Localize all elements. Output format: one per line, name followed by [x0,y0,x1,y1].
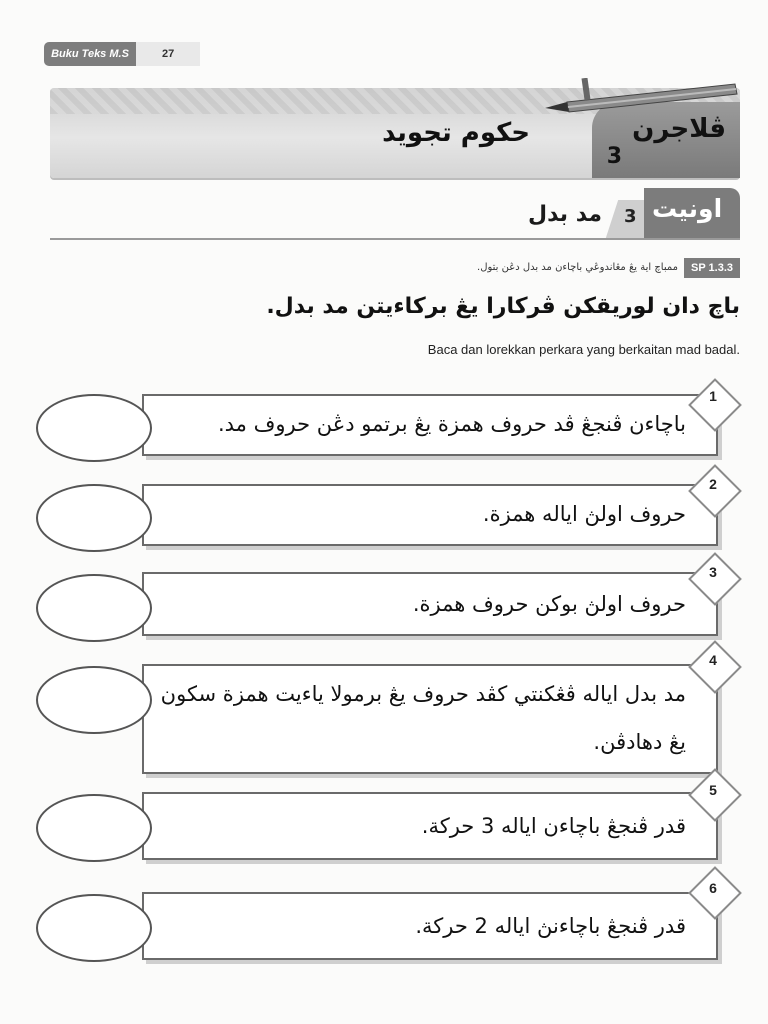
pencil-icon [545,78,740,118]
book-label: Buku Teks M.S [44,42,136,66]
answer-oval[interactable] [36,666,152,734]
page-number: 27 [162,48,175,60]
statement-text: قدر ڤنجڠ باچاءن اياله 3 حرکة. [421,814,686,838]
statement-text-line2: يڠ دهادڤن. [593,730,686,754]
standard-text: ممباچ اية يڠ مڠاندوڠي باچاءن مد بدل دڠن بتول. [477,262,678,273]
statement-card [142,892,718,960]
answer-oval[interactable] [36,794,152,862]
answer-oval[interactable] [36,894,152,962]
instruction-jawi: باچ دان لوريقکن ڤرکارا يڠ برکاءيتن مد بدل. [266,294,740,319]
standard-code-badge: SP 1.3.3 [684,258,740,278]
statement-text: حروف اولڽ اياله همزة. [482,502,686,526]
statement-card [142,484,718,546]
item-number: 3 [709,564,717,580]
statement-card [142,572,718,636]
statement-card [142,792,718,860]
statement-card [142,394,718,456]
unit-title: مد بدل [528,202,603,227]
statement-text: حروف اولڽ بوکن حروف همزة. [412,592,686,616]
book-page-tag [44,42,200,66]
unit-divider [50,238,740,240]
item-number: 2 [709,476,717,492]
item-number: 1 [709,388,717,404]
item-number: 5 [709,782,717,798]
item-number: 6 [709,880,717,896]
instruction-rumi: Baca dan lorekkan perkara yang berkaitan mad badal. [427,342,740,357]
statement-text: باچاءن ڤنجڠ ڤد حروف همزة يڠ برتمو دڠن حروف مد. [217,412,686,436]
unit-number: 3 [624,206,637,227]
answer-oval[interactable] [36,574,152,642]
chapter-title: حکوم تجويد [382,118,530,148]
statement-text: مد بدل اياله ڤڠکنتي کڤد حروف يڠ برمولا ياءيت همزة سکون [160,682,686,706]
chapter-number: 3 [606,144,622,169]
answer-oval[interactable] [36,484,152,552]
chapter-word: ڤلاجرن [632,114,726,144]
statement-text: قدر ڤنجڠ باچاءنڽ اياله 2 حرکة. [415,914,686,938]
answer-oval[interactable] [36,394,152,462]
item-number: 4 [709,652,717,668]
statement-card [142,664,718,774]
unit-word: اونيت [652,194,723,223]
